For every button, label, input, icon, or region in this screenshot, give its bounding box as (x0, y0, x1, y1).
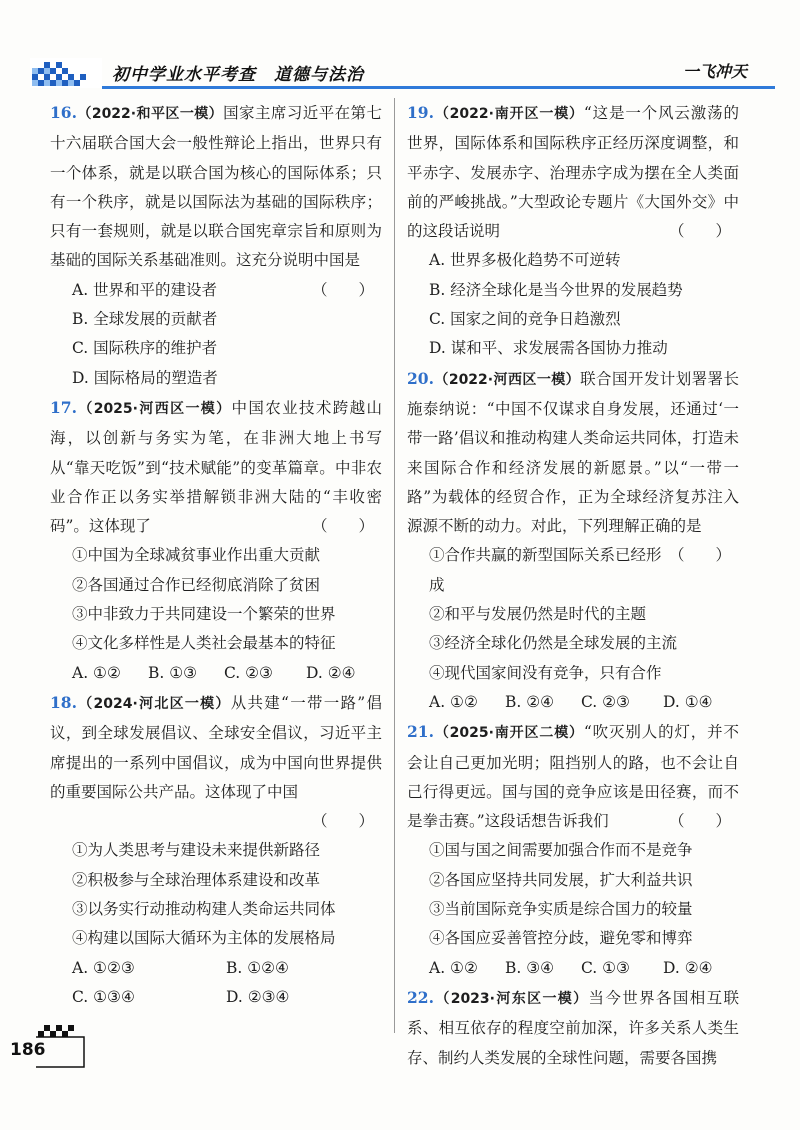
question-18 (50, 688, 382, 1012)
choice-a: A. ①② (429, 958, 478, 977)
question-source: （2023·河东区一模） (433, 990, 589, 1007)
question-17 (50, 393, 382, 688)
statement-4: ④各国应妥善管控分歧，避免零和博弈 (429, 929, 693, 948)
answer-blank: （ ） (311, 280, 374, 299)
choices-row (50, 659, 382, 688)
book-title: 初中学业水平考查 (112, 65, 256, 85)
option-a: A. 世界多极化趋势不可逆转 (429, 251, 621, 270)
statement-1: ①合作共赢的新型国际关系已经形成 (429, 546, 662, 594)
question-20 (407, 364, 739, 718)
statement-1: ①中国为全球减贫事业作出重大贡献 (72, 546, 321, 565)
choices-row (407, 954, 739, 983)
statement-4: ④现代国家间没有竞争，只有合作 (429, 663, 662, 682)
choice-c: C. ②③ (581, 692, 630, 711)
choice-b: B. ③④ (505, 958, 555, 977)
statement-3: ③以务实行动推动构建人类命运共同体 (72, 900, 336, 919)
option-d: D. 谋和平、求发展需各国协力推动 (429, 339, 668, 358)
choice-d: D. ②③④ (226, 987, 290, 1006)
statement-4: ④构建以国际大循环为主体的发展格局 (72, 929, 336, 948)
choice-b: B. ①②④ (226, 958, 289, 977)
statement-2: ②积极参与全球治理体系建设和改革 (72, 870, 321, 889)
choice-a: A. ①②③ (72, 958, 135, 977)
choice-d: D. ②④ (663, 958, 713, 977)
statement-4: ④文化多样性是人类社会最基本的特征 (72, 634, 336, 653)
question-number: 20. (407, 368, 434, 388)
question-number: 22. (407, 987, 434, 1007)
question-source: （2022·河西区一模） (433, 371, 581, 388)
choices-row (407, 688, 739, 717)
question-16 (50, 98, 382, 393)
left-column (50, 98, 382, 1012)
choice-b: B. ②④ (505, 692, 555, 711)
answer-blank: （ ） (668, 546, 731, 565)
question-number: 17. (50, 397, 77, 417)
column-divider (394, 98, 395, 1033)
checkered-logo-icon (30, 58, 102, 88)
question-source: （2025·河西区一模） (76, 400, 232, 417)
choice-a: A. ①② (72, 663, 121, 682)
question-stem: 中国农业技术跨越山海，以创新与务实为笔，在非洲大地上书写从“靠天吃饭”到“技术赋能”的变革篇章。中非农业合作正以务实举措解锁非洲大陆的“丰收密码”。这体现了 (50, 398, 382, 536)
question-stem: 当今世界各国相互联系、相互依存的程度空前加深，许多关系人类生存、制约人类发展的全球性问题，需要各国携 (407, 988, 739, 1067)
question-source: （2025·南开区二模） (433, 725, 584, 742)
page-header (30, 56, 775, 92)
question-22 (407, 983, 739, 1073)
question-19 (407, 98, 739, 364)
choice-d: D. ①④ (663, 692, 713, 711)
header-rule (102, 86, 775, 89)
statement-1: ①国与国之间需要加强合作而不是竞争 (429, 841, 693, 860)
choice-c: C. ②③ (224, 663, 273, 682)
question-number: 18. (50, 692, 77, 712)
question-source: （2024·河北区一模） (76, 695, 231, 712)
option-b: B. 经济全球化是当今世界的发展趋势 (429, 280, 683, 299)
header-title (112, 60, 364, 85)
question-source: （2022·南开区一模） (433, 106, 584, 122)
statement-2: ②各国应坚持共同发展，扩大利益共识 (429, 870, 693, 889)
option-b: B. 全球发展的贡献者 (72, 310, 218, 329)
question-21 (407, 717, 739, 983)
statement-3: ③当前国际竞争实质是综合国力的较量 (429, 900, 693, 919)
question-number: 16. (50, 103, 77, 122)
choices-row (50, 983, 382, 1012)
option-a: A. 世界和平的建设者 (72, 280, 218, 299)
page-number: 186 (10, 1040, 46, 1060)
question-stem: 从共建“一带一路”倡议，到全球发展倡议、全球安全倡议，习近平主席提出的一系列中国倡议，成为中国向世界提供的重要国际公共产品。这体现了中国 (50, 693, 382, 801)
choice-c: C. ①③④ (72, 987, 135, 1006)
choices-row (50, 954, 382, 983)
right-column (407, 98, 739, 1073)
choice-a: A. ①② (429, 692, 478, 711)
question-stem: 联合国开发计划署署长施泰纳说：“中国不仅谋求自身发展，还通过‘一带一路’倡议和推动构建人类命运共同体，打造未来国际合作和经济发展的新愿景。”以“一带一路”为载体的经贸合作，正为全球经济复苏注入源源不断的动力。对此，下列理解正确的是 (407, 369, 739, 536)
answer-blank: （ ） (311, 517, 374, 536)
question-stem: “这是一个风云激荡的世界，国际体系和国际秩序正经历深度调整，和平赤字、发展赤字、治理赤字成为摆在全人类面前的严峻挑战。”大型政论专题片《大国外交》中的这段话说明 (407, 104, 739, 241)
statement-2: ②各国通过合作已经彻底消除了贫困 (72, 575, 321, 594)
answer-blank: （ ） (668, 812, 731, 831)
choice-c: C. ①③ (581, 958, 630, 977)
option-c: C. 国际秩序的维护者 (72, 339, 218, 358)
question-number: 21. (407, 722, 434, 742)
question-number: 19. (407, 103, 434, 122)
choice-d: D. ②④ (306, 663, 356, 682)
option-d: D. 国际格局的塑造者 (72, 368, 218, 387)
statement-3: ③中非致力于共同建设一个繁荣的世界 (72, 605, 336, 624)
answer-blank: （ ） (311, 812, 374, 831)
question-stem: “吹灭别人的灯，并不会让自己更加光明；阻挡别人的路，也不会让自己行得更远。国与国的竞争应该是田径赛，而不是拳击赛。”这段话想告诉我们 (407, 723, 739, 831)
choice-b: B. ①③ (148, 663, 198, 682)
brand-logo: 一飞冲天 (682, 62, 747, 81)
statement-1: ①为人类思考与建设未来提供新路径 (72, 841, 321, 860)
question-stem: 国家主席习近平在第七十六届联合国大会一般性辩论上指出，世界只有一个体系，就是以联合国为核心的国际体系；只有一个秩序，就是以国际法为基础的国际秩序；只有一套规则，就是以联合国宪章宗旨和原则为基础的国际关系基础准则。这充分说明中国是 (50, 104, 382, 270)
subject-title: 道德与法治 (274, 65, 364, 85)
option-c: C. 国家之间的竞争日趋激烈 (429, 310, 621, 329)
statement-2: ②和平与发展仍然是时代的主题 (429, 605, 647, 624)
answer-blank: （ ） (668, 222, 731, 241)
question-source: （2022·和平区一模） (76, 106, 224, 122)
statement-3: ③经济全球化仍然是全球发展的主流 (429, 634, 678, 653)
